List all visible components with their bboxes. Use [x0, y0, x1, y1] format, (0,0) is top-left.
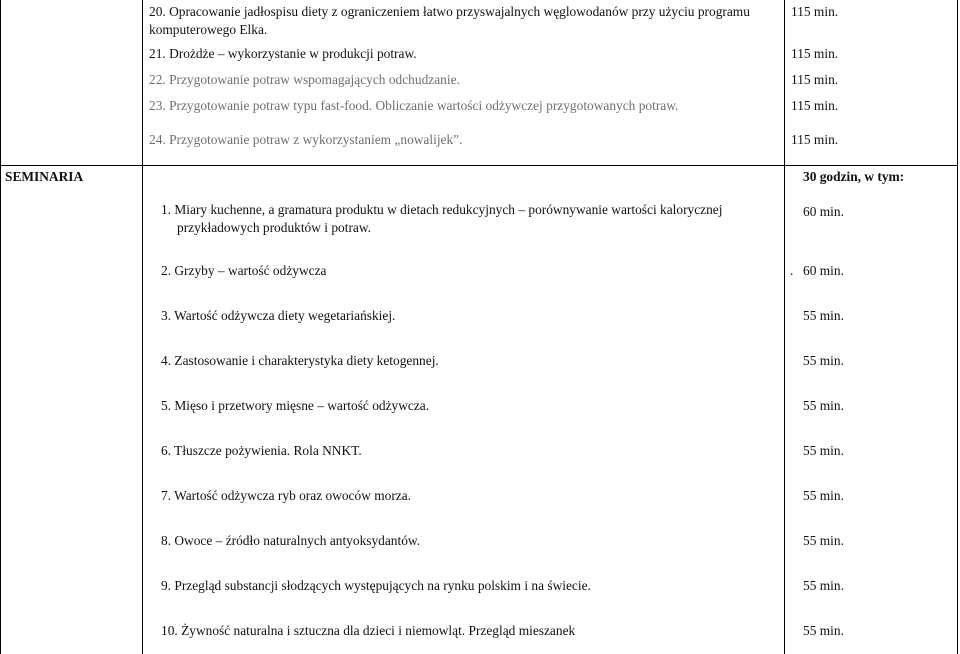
lecture-24-duration: 115 min.: [791, 132, 839, 147]
seminar-5-duration: 55 min.: [803, 398, 844, 413]
table-border-right: [957, 0, 958, 654]
seminar-9-duration: 55 min.: [803, 578, 844, 593]
seminar-6-topic: 6. Tłuszcze pożywienia. Rola NNKT.: [161, 443, 362, 458]
seminar-8-duration: 55 min.: [803, 533, 844, 548]
seminar-5-topic: 5. Mięso i przetwory mięsne – wartość odżywcza.: [161, 398, 430, 413]
seminar-7-topic: 7. Wartość odżywcza ryb oraz owoców morza.: [161, 488, 412, 503]
seminar-1-topic-line1: 1. Miary kuchenne, a gramatura produktu w dietach redukcyjnych – porównywanie wartości kalorycznej: [161, 202, 723, 217]
lecture-21-duration: 115 min.: [791, 46, 839, 61]
lecture-23-topic: 23. Przygotowanie potraw typu fast-food. Obliczanie wartości odżywczej przygotowanych potraw.: [149, 98, 679, 113]
seminar-2-topic: 2. Grzyby – wartość odżywcza: [161, 263, 327, 278]
seminar-8-topic: 8. Owoce – źródło naturalnych antyoksydantów.: [161, 533, 421, 548]
seminars-total-hours: 30 godzin, w tym:: [803, 169, 905, 184]
table-border-left: [0, 0, 1, 654]
seminar-6-duration: 55 min.: [803, 443, 844, 458]
seminar-1-duration: 60 min.: [803, 204, 844, 219]
seminar-3-topic: 3. Wartość odżywcza diety wegetariańskiej.: [161, 308, 396, 323]
column-divider-duration: [784, 0, 785, 654]
seminar-7-duration: 55 min.: [803, 488, 844, 503]
seminar-9-topic: 9. Przegląd substancji słodzących występujących na rynku polskim i na świecie.: [161, 578, 591, 593]
column-divider-label: [142, 0, 143, 654]
lecture-22-duration: 115 min.: [791, 72, 839, 87]
lecture-20-topic-line2: komputerowego Elka.: [149, 22, 268, 37]
seminar-3-duration: 55 min.: [803, 308, 844, 323]
lecture-22-topic: 22. Przygotowanie potraw wspomagających odchudzanie.: [149, 72, 460, 87]
lecture-21-topic: 21. Drożdże – wykorzystanie w produkcji potraw.: [149, 46, 417, 61]
seminar-2-duration: 60 min.: [803, 263, 844, 278]
seminar-2-mark: .: [790, 263, 794, 278]
seminar-4-topic: 4. Zastosowanie i charakterystyka diety ketogennej.: [161, 353, 439, 368]
lecture-20-duration: 115 min.: [791, 4, 839, 19]
lecture-23-duration: 115 min.: [791, 98, 839, 113]
seminar-4-duration: 55 min.: [803, 353, 844, 368]
section-label: SEMINARIA: [5, 169, 84, 184]
lecture-20-topic-line1: 20. Opracowanie jadłospisu diety z ograniczeniem łatwo przyswajalnych węglowodanów przy użyciu programu: [149, 4, 750, 19]
seminar-10-topic: 10. Żywność naturalna i sztuczna dla dzieci i niemowląt. Przegląd mieszanek: [161, 623, 576, 638]
lecture-24-topic: 24. Przygotowanie potraw z wykorzystaniem „nowalijek”.: [149, 132, 463, 147]
section-divider: [0, 165, 958, 166]
seminar-10-duration: 55 min.: [803, 623, 844, 638]
seminar-1-topic-line2: przykładowych produktów i potraw.: [177, 220, 371, 235]
